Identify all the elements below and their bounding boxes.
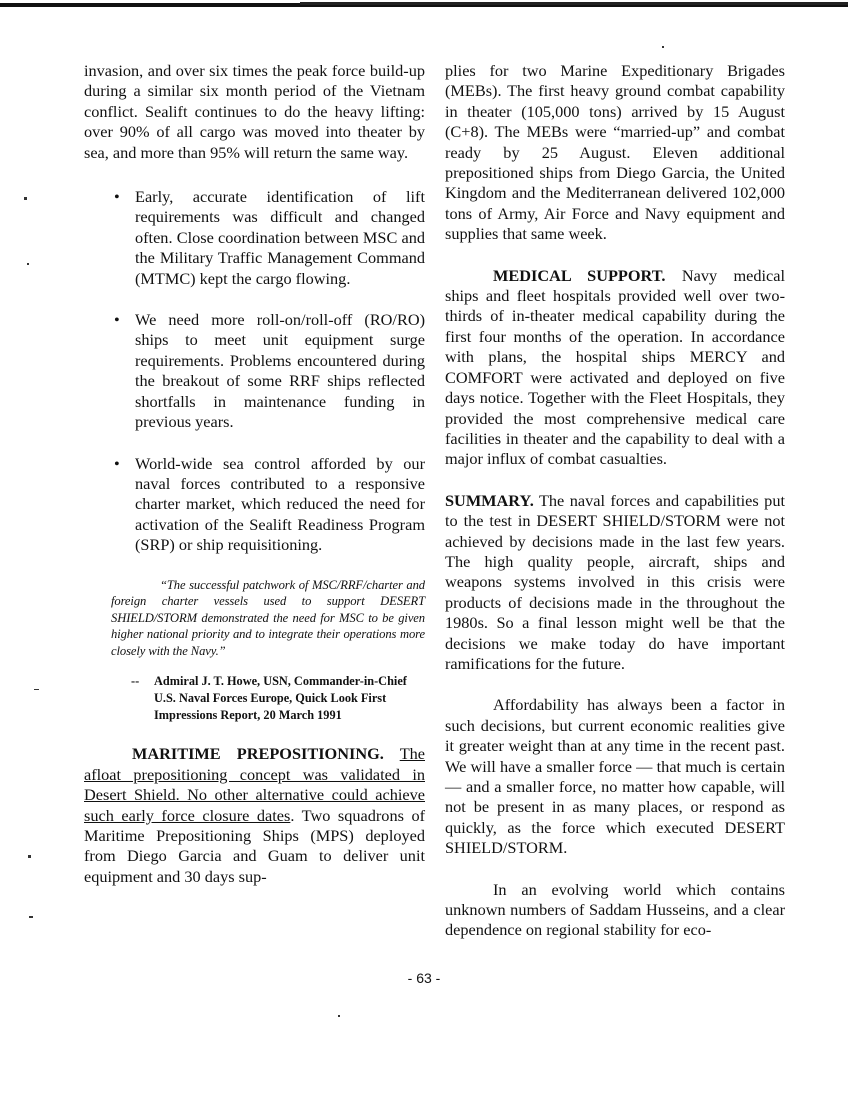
summary-body: The naval forces and capabilities put to the test in DESERT SHIELD/STORM were not achieved by decisions made in the last few years. The high quality people, aircraft, ships and weapons systems involved in this crisis were products of decisions made in the throughout the 1980s. So a final lesson might well be that the decisions we make today do have important ramifications for the future. bbox=[445, 490, 785, 673]
bullet-item bbox=[84, 454, 425, 556]
scan-artifact bbox=[29, 916, 33, 918]
block-quote: “The successful patchwork of MSC/RRF/charter and foreign charter vessels used to support DESERT SHIELD/STORM demonstrated the need for MSC to be given higher national priority and to integrate their operations more closely with the Navy.” bbox=[111, 577, 425, 658]
bullet-item bbox=[84, 187, 425, 289]
maritime-body: . Two squadrons of Maritime Prepositioning Ships (MPS) deployed from Diego Garcia and Guam to deliver unit equipment and 30 days sup- bbox=[84, 805, 425, 886]
scan-artifact bbox=[24, 197, 27, 200]
quote-attribution bbox=[131, 673, 425, 723]
attribution-dash: -- bbox=[131, 674, 140, 689]
medical-support-section bbox=[445, 266, 785, 470]
underlined-statement: The afloat prepositioning concept was validated in Desert Shield. No other alternative could achieve such early force closure dates bbox=[84, 744, 425, 825]
maritime-prepositioning-section bbox=[84, 744, 425, 887]
bullet-text: World-wide sea control afforded by our naval forces contributed to a responsive charter market, which reduced the need for activation of the Sealift Readiness Program (SRP) or ship requisitioning. bbox=[135, 453, 425, 555]
section-heading-medical: MEDICAL SUPPORT. bbox=[493, 265, 666, 285]
summary-section bbox=[445, 491, 785, 675]
bullet-item bbox=[84, 310, 425, 432]
left-column bbox=[84, 61, 425, 887]
continuation-paragraph: plies for two Marine Expeditionary Brigades (MEBs). The first heavy ground combat capability in theater (105,000 tons) arrived by 15 August (C+8). The MEBs were “married-up” and combat ready by 25 August. Eleven additional prepositioned ships from Diego Garcia, the United Kingdom and the Mediterranean delivered 102,000 tons of Army, Air Force and Navy equipment and supplies that same week. bbox=[445, 61, 785, 244]
medical-body: Navy medical ships and fleet hospitals provided well over two-thirds of in-theater medical capability during the first four months of the operation. In accordance with plans, the hospital ships MERCY and COMFORT were activated and deployed on five days notice. Together with the Fleet Hospitals, they provided the most comprehensive medical care facilities in theater and the capability to deal with a major influx of combat casualties. bbox=[445, 265, 786, 469]
bullet-icon: • bbox=[114, 187, 120, 207]
bullet-text: Early, accurate identification of lift requirements was difficult and changed often. Close coordination between MSC and the Military Traffic Management Command (MTMC) kept the cargo flowing. bbox=[135, 187, 425, 288]
section-heading-maritime: MARITIME PREPOSITIONING. bbox=[132, 744, 384, 764]
section-heading-summary: SUMMARY. bbox=[445, 490, 534, 510]
affordability-paragraph: Affordability has always been a factor in such decisions, but current economic realities give it greater weight than at any time in the recent past. We will have a smaller force — that much is certain — and a smaller force, no matter how capable, will not be present in as many places, or respond as quickly, as the force which executed DESERT SHIELD/STORM. bbox=[445, 695, 785, 858]
scan-artifact bbox=[34, 689, 39, 690]
scan-artifact bbox=[27, 263, 29, 265]
bullet-text: We need more roll-on/roll-off (RO/RO) ships to meet unit equipment surge requirements. Problems encountered during the breakout of some RRF ships reflected shortfalls in maintenance funding in previous years. bbox=[135, 310, 425, 432]
findings-bullet-list bbox=[84, 187, 425, 556]
intro-paragraph: invasion, and over six times the peak force build-up during a similar six month period of the Vietnam conflict. Sealift continues to do the heavy lifting: over 90% of all cargo was moved into theater by sea, and more than 95% will return the same way. bbox=[84, 61, 425, 162]
attribution-text: Admiral J. T. Howe, USN, Commander-in-Chief U.S. Naval Forces Europe, Quick Look First Impressions Report, 20 March 1991 bbox=[154, 674, 407, 722]
evolving-world-paragraph: In an evolving world which contains unknown numbers of Saddam Husseins, and a clear dependence on regional stability for eco- bbox=[445, 879, 785, 940]
bullet-icon: • bbox=[114, 310, 120, 330]
scan-artifact bbox=[338, 1015, 340, 1017]
bullet-icon: • bbox=[114, 453, 120, 473]
right-column bbox=[445, 61, 785, 941]
scan-artifact bbox=[28, 855, 31, 858]
scan-top-edge-bar-secondary bbox=[300, 2, 848, 5]
scan-artifact bbox=[662, 46, 664, 48]
page-number: - 63 - bbox=[407, 970, 441, 986]
